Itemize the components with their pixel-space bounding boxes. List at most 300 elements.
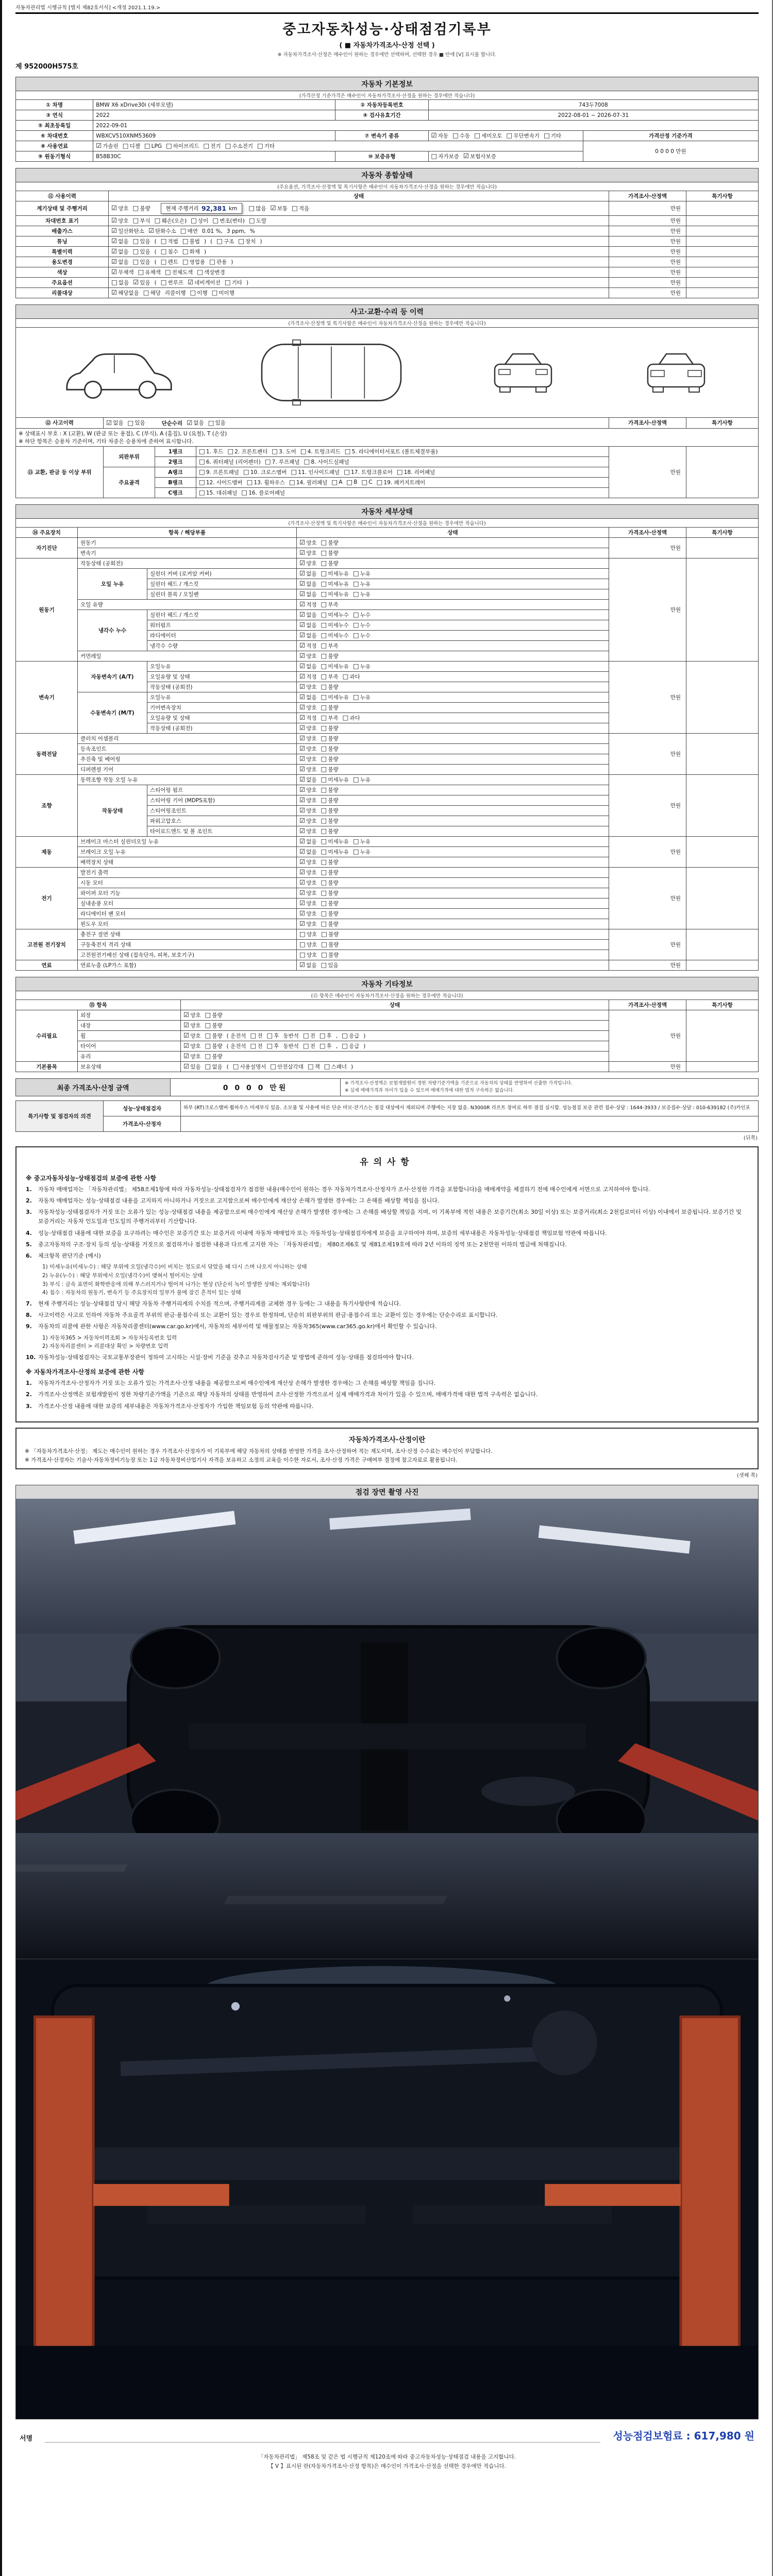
checkbox-unchecked[interactable] [321, 704, 339, 711]
checkbox-unchecked[interactable] [324, 1063, 347, 1071]
checkbox-checked[interactable] [299, 652, 317, 660]
rank-items [196, 477, 609, 487]
overall-col-note: 특기사항 [686, 191, 759, 201]
empty-box-icon: □ [160, 278, 167, 286]
checkbox-checked[interactable] [299, 539, 317, 547]
checkbox-unchecked[interactable] [133, 248, 150, 256]
checkbox-unchecked[interactable] [321, 961, 339, 969]
checkbox-checked[interactable] [299, 735, 317, 742]
checkbox-checked[interactable] [299, 611, 317, 619]
item-label: 라디에이터 팬 모터 [78, 908, 297, 919]
car-front-view-diagram [484, 342, 562, 403]
checkbox-label: 전 [257, 1043, 263, 1049]
checkbox-checked[interactable] [299, 838, 317, 845]
checkbox-unchecked[interactable] [161, 279, 183, 286]
checkbox-checked[interactable] [299, 590, 317, 598]
footer-line: 「자동차관리법」 제58조 및 같은 법 시행규칙 제120조에 따라 중고자동차성능·상태점검 내용을 고지합니다. [258, 2454, 516, 2461]
checkbox-unchecked[interactable] [270, 1063, 304, 1071]
checkbox-unchecked[interactable] [166, 142, 199, 150]
photo-1-art [16, 1499, 758, 1958]
checkbox-checked[interactable] [299, 807, 317, 815]
inline-text: ) [363, 1032, 366, 1039]
checkbox-checked[interactable] [111, 289, 139, 297]
checkbox-unchecked[interactable] [397, 468, 435, 476]
checkbox-unchecked[interactable] [205, 1032, 223, 1040]
empty-box-icon: □ [321, 940, 327, 948]
checkbox-unchecked[interactable] [182, 258, 205, 266]
checkbox-unchecked[interactable] [321, 590, 349, 598]
checkbox-checked[interactable] [111, 238, 129, 245]
checkbox-unchecked[interactable] [128, 419, 145, 427]
checkbox-unchecked[interactable] [452, 132, 470, 140]
usage-item-state [109, 226, 609, 236]
checkbox-unchecked[interactable] [321, 900, 339, 907]
checkbox-unchecked[interactable] [353, 663, 371, 670]
checkbox-checked[interactable] [299, 714, 317, 722]
checkbox-label: 없음 [113, 420, 124, 427]
checkbox-checked[interactable] [299, 724, 317, 732]
checkbox-unchecked[interactable] [321, 673, 339, 681]
checkbox-unchecked[interactable] [431, 152, 459, 160]
checked-box-icon: ☑ [299, 692, 306, 701]
empty-box-icon: □ [321, 754, 327, 762]
checkbox-unchecked[interactable] [205, 1042, 223, 1050]
checkbox-unchecked[interactable] [353, 632, 371, 639]
checkbox-label: 불량 [328, 704, 339, 711]
checkbox-unchecked[interactable] [321, 910, 339, 918]
status-options [299, 931, 343, 938]
checkbox-unchecked[interactable] [345, 448, 438, 455]
checkbox-unchecked[interactable] [249, 217, 266, 225]
checkbox-checked[interactable] [299, 961, 317, 969]
checkbox-unchecked[interactable] [321, 560, 339, 567]
checkbox-unchecked[interactable] [361, 479, 372, 486]
checkbox-unchecked[interactable] [321, 755, 339, 763]
empty-box-icon: □ [291, 467, 297, 476]
price-cell: 만원 [609, 867, 686, 929]
checkbox-checked[interactable] [299, 663, 317, 670]
checkbox-unchecked[interactable] [199, 448, 223, 455]
empty-box-icon: □ [122, 142, 129, 150]
checkbox-checked[interactable] [299, 858, 317, 866]
checkbox-unchecked[interactable] [321, 786, 339, 794]
checkbox-unchecked[interactable] [300, 448, 341, 455]
etc-item-label: 휠 [78, 1030, 181, 1041]
status-options [299, 818, 343, 824]
checkbox-checked[interactable] [183, 1042, 201, 1050]
checkbox-unchecked[interactable] [321, 941, 339, 948]
checkbox-unchecked[interactable] [321, 869, 339, 876]
checkbox-unchecked[interactable] [321, 642, 339, 650]
rank-items [196, 446, 609, 456]
checkbox-checked[interactable] [299, 570, 317, 578]
checkbox-unchecked[interactable] [321, 601, 339, 608]
checkbox-unchecked[interactable] [272, 448, 296, 455]
inline-text: ( 운전석 [226, 1032, 246, 1039]
checkbox-unchecked[interactable] [199, 458, 261, 466]
checkbox-checked[interactable] [111, 205, 129, 212]
checkbox-unchecked[interactable] [161, 238, 178, 245]
checkbox-unchecked[interactable] [303, 1042, 315, 1050]
price-definition-title: 자동차가격조사·산정이란 [348, 1435, 426, 1444]
checkbox-label: 색상변경 [204, 269, 225, 276]
checkbox-unchecked[interactable] [225, 142, 253, 150]
checkbox-checked[interactable] [148, 227, 176, 235]
checkbox-checked[interactable] [299, 786, 317, 794]
usage-item-label: 튜닝 [16, 236, 109, 247]
etc-item-state [181, 1062, 609, 1072]
checkbox-checked[interactable] [299, 621, 317, 629]
notice-item-number: 3. [26, 1402, 32, 1410]
checkbox-unchecked[interactable] [299, 930, 317, 938]
checkbox-checked[interactable] [111, 248, 129, 256]
checkbox-unchecked[interactable] [233, 1063, 266, 1071]
checkbox-label: 불량 [328, 931, 339, 938]
checkbox-unchecked[interactable] [321, 838, 349, 845]
checkbox-unchecked[interactable] [321, 570, 349, 578]
empty-box-icon: □ [166, 142, 172, 150]
checkbox-unchecked[interactable] [321, 611, 349, 619]
item-label: 워터펌프 [147, 620, 297, 630]
checkbox-checked[interactable] [463, 152, 496, 160]
checkbox-label: 양호 [306, 807, 317, 814]
checkbox-label: 해당없음 [118, 290, 139, 296]
checkbox-checked[interactable] [183, 1063, 201, 1071]
checkbox-label: 후 [326, 1032, 332, 1039]
checkbox-unchecked[interactable] [321, 663, 349, 670]
checkbox-unchecked[interactable] [227, 448, 267, 455]
checkbox-checked[interactable] [299, 549, 317, 557]
checkbox-label: 구조 [223, 239, 234, 245]
checkbox-unchecked[interactable] [205, 1022, 223, 1029]
checkbox-unchecked[interactable] [212, 289, 234, 297]
page-marker-back: (뒤쪽) [743, 1136, 758, 1141]
checkbox-checked[interactable] [431, 132, 449, 140]
checkbox-unchecked[interactable] [208, 419, 226, 427]
checkbox-unchecked[interactable] [133, 258, 150, 266]
notice-item [26, 1229, 748, 1238]
checkbox-checked[interactable] [183, 1011, 201, 1019]
checkbox-unchecked[interactable] [346, 479, 357, 486]
checkbox-unchecked[interactable] [257, 142, 275, 150]
checkbox-unchecked[interactable] [353, 590, 371, 598]
checkbox-unchecked[interactable] [199, 489, 237, 497]
checked-box-icon: ☑ [299, 569, 306, 577]
checkbox-unchecked[interactable] [321, 652, 339, 660]
checkbox-unchecked[interactable] [321, 580, 349, 588]
checkbox-unchecked[interactable] [321, 539, 339, 547]
checkbox-unchecked[interactable] [353, 580, 371, 588]
checkbox-unchecked[interactable] [344, 468, 393, 476]
note-cell [686, 733, 759, 774]
checkbox-unchecked[interactable] [209, 258, 227, 266]
note-cell [686, 867, 759, 929]
checkbox-checked[interactable] [188, 279, 221, 286]
item-state [297, 919, 609, 929]
checkbox-unchecked[interactable] [331, 479, 342, 486]
checkbox-unchecked[interactable] [321, 817, 339, 825]
checkbox-checked[interactable] [183, 1032, 201, 1040]
item-label: 오일 유량 [78, 599, 297, 609]
checkbox-unchecked[interactable] [205, 1063, 223, 1071]
checkbox-checked[interactable] [299, 776, 317, 784]
checkbox-unchecked[interactable] [205, 1011, 223, 1019]
price-cell: 만원 [609, 1062, 686, 1072]
checkbox-unchecked[interactable] [353, 776, 371, 784]
checkbox-label: 양호 [306, 921, 317, 927]
checkbox-unchecked[interactable] [292, 205, 309, 212]
checkbox-unchecked[interactable] [197, 268, 225, 276]
notice-item [26, 1240, 748, 1249]
checkbox-unchecked[interactable] [265, 458, 300, 466]
checkbox-unchecked[interactable] [507, 132, 540, 140]
checkbox-unchecked[interactable] [138, 268, 161, 276]
empty-box-icon: □ [289, 478, 295, 486]
checkbox-unchecked[interactable] [342, 1042, 359, 1050]
checkbox-unchecked[interactable] [308, 1063, 320, 1071]
checkbox-unchecked[interactable] [353, 611, 371, 619]
empty-box-icon: □ [321, 558, 327, 567]
status-options [199, 480, 429, 486]
checkbox-unchecked[interactable] [321, 766, 339, 773]
checkbox-unchecked[interactable] [321, 796, 339, 804]
checked-box-icon: ☑ [111, 227, 117, 235]
checkbox-label: 침수 [167, 249, 178, 255]
checkbox-unchecked[interactable] [247, 479, 285, 486]
checkbox-checked[interactable] [299, 580, 317, 588]
empty-box-icon: □ [321, 868, 327, 876]
checkbox-unchecked[interactable] [321, 848, 349, 856]
checkbox-unchecked[interactable] [321, 621, 349, 629]
device-group-label: 변속기 [16, 661, 78, 733]
checkbox-unchecked[interactable] [321, 879, 339, 887]
checkbox-unchecked[interactable] [321, 807, 339, 815]
checkbox-unchecked[interactable] [205, 1053, 223, 1060]
checkbox-checked[interactable] [299, 889, 317, 897]
checkbox-unchecked[interactable] [343, 673, 360, 681]
checkbox-checked[interactable] [299, 642, 317, 650]
checkbox-label: 양호 [306, 941, 317, 948]
empty-box-icon: □ [321, 744, 327, 752]
checkbox-unchecked[interactable] [321, 549, 339, 557]
status-options [299, 962, 343, 969]
checkbox-unchecked[interactable] [320, 1042, 332, 1050]
checkbox-unchecked[interactable] [321, 735, 339, 742]
checkbox-unchecked[interactable] [321, 827, 339, 835]
checkbox-unchecked[interactable] [291, 468, 340, 476]
checkbox-checked[interactable] [187, 419, 204, 427]
checkbox-checked[interactable] [299, 796, 317, 804]
checkbox-checked[interactable] [299, 766, 317, 773]
checkbox-unchecked[interactable] [133, 217, 150, 225]
usage-item-label: 주요옵션 [16, 278, 109, 288]
checkbox-checked[interactable] [299, 827, 317, 835]
checkbox-unchecked[interactable] [321, 745, 339, 753]
checkbox-unchecked[interactable] [299, 951, 317, 959]
checkbox-unchecked[interactable] [212, 217, 245, 225]
notice-item-text: 자동차 매매업자는 성능·상태점검 내용을 고지하지 아니하거나 거짓으로 고지함으로써 매수인에게 재산상 손해가 발생한 경우에는 그 손해를 배상할 책임을 집니다. [38, 1197, 440, 1205]
checkbox-unchecked[interactable] [266, 1042, 279, 1050]
signature-line[interactable] [45, 2432, 600, 2443]
empty-box-icon: □ [352, 837, 359, 845]
checkbox-checked[interactable] [111, 258, 129, 266]
item-state [297, 692, 609, 702]
checkbox-unchecked[interactable] [216, 238, 234, 245]
checkbox-checked[interactable] [299, 869, 317, 876]
checkbox-checked[interactable] [111, 227, 144, 235]
checked-box-icon: ☑ [111, 258, 117, 266]
checkbox-checked[interactable] [299, 601, 317, 608]
checkbox-checked[interactable] [299, 560, 317, 567]
checkbox-checked[interactable] [299, 745, 317, 753]
checkbox-unchecked[interactable] [266, 1032, 279, 1040]
checkbox-unchecked[interactable] [377, 479, 426, 486]
checkbox-unchecked[interactable] [165, 268, 193, 276]
checkbox-unchecked[interactable] [111, 279, 129, 286]
checkbox-checked[interactable] [299, 693, 317, 701]
item-label: 와이퍼 모터 기능 [78, 888, 297, 898]
empty-box-icon: □ [264, 457, 271, 465]
checkbox-unchecked[interactable] [544, 132, 561, 140]
checkbox-unchecked[interactable] [321, 920, 339, 928]
checkbox-unchecked[interactable] [144, 143, 162, 149]
checkbox-unchecked[interactable] [199, 479, 243, 486]
checkbox-checked[interactable] [299, 755, 317, 763]
checkbox-unchecked[interactable] [321, 693, 349, 701]
checkbox-unchecked[interactable] [321, 683, 339, 691]
checkbox-checked[interactable] [299, 920, 317, 928]
checked-box-icon: ☑ [299, 723, 306, 732]
checkbox-unchecked[interactable] [182, 238, 200, 245]
status-options [299, 591, 375, 598]
checkbox-unchecked[interactable] [321, 714, 339, 722]
checkbox-unchecked[interactable] [321, 930, 339, 938]
checkbox-checked[interactable] [299, 848, 317, 856]
checkbox-unchecked[interactable] [474, 132, 502, 140]
transmission-label: ⑦ 변속기 종류 [335, 131, 428, 141]
checkbox-unchecked[interactable] [180, 227, 198, 235]
checkbox-unchecked[interactable] [343, 714, 360, 722]
status-options [111, 259, 237, 265]
checkbox-unchecked[interactable] [143, 289, 161, 297]
checkbox-unchecked[interactable] [321, 776, 349, 784]
checkbox-label: 누유 [360, 591, 371, 598]
empty-box-icon: □ [205, 1062, 211, 1071]
overall-row [16, 201, 759, 216]
checkbox-unchecked[interactable] [225, 279, 242, 286]
checkbox-unchecked[interactable] [199, 468, 239, 476]
checkbox-unchecked[interactable] [182, 248, 200, 256]
checkbox-unchecked[interactable] [248, 205, 266, 212]
inspection-photo-1 [15, 1499, 759, 1959]
checkbox-unchecked[interactable] [123, 142, 140, 150]
item-label: 파워고압호스 [147, 816, 297, 826]
checkbox-unchecked[interactable] [133, 205, 150, 212]
checkbox-label: 자가보증 [438, 154, 459, 160]
checkbox-checked[interactable] [299, 910, 317, 918]
checkbox-unchecked[interactable] [321, 858, 339, 866]
usage-item-state [109, 247, 609, 257]
item-state [297, 950, 609, 960]
checkbox-unchecked[interactable] [133, 238, 150, 245]
checkbox-checked[interactable] [271, 205, 288, 212]
checkbox-label: 5. 라디에이터서포트 (볼트체결부품) [351, 448, 438, 455]
checkbox-label: 없음 [306, 776, 317, 783]
item-label: 작동상태 (공회전) [147, 682, 297, 692]
checkbox-unchecked[interactable] [353, 621, 371, 629]
item-label: 동력조향 작동 오일 누유 [78, 774, 297, 785]
checkbox-checked[interactable] [111, 268, 134, 276]
checkbox-label: 없음 [212, 1064, 223, 1070]
checkbox-checked[interactable] [183, 1022, 201, 1029]
checkbox-checked[interactable] [96, 142, 119, 150]
item-label: 실린더 헤드 / 개스킷 [147, 609, 297, 620]
checkbox-unchecked[interactable] [299, 941, 317, 948]
first-registration-label: ⑤ 최초등록일 [16, 121, 93, 131]
checkbox-checked[interactable] [111, 217, 129, 225]
checkbox-checked[interactable] [133, 279, 150, 286]
checkbox-checked[interactable] [106, 419, 124, 427]
checkbox-checked[interactable] [299, 683, 317, 691]
status-options [299, 808, 343, 814]
checkbox-unchecked[interactable] [289, 479, 327, 486]
checkbox-unchecked[interactable] [243, 468, 287, 476]
checkbox-checked[interactable] [183, 1053, 201, 1060]
empty-box-icon: □ [321, 826, 327, 835]
checkbox-unchecked[interactable] [353, 848, 371, 856]
checkbox-label: 가솔린 [103, 143, 119, 149]
checkbox-checked[interactable] [299, 900, 317, 907]
checkbox-label: 있음 [215, 420, 226, 427]
checkbox-unchecked[interactable] [321, 632, 349, 639]
checkbox-unchecked[interactable] [304, 458, 349, 466]
checkbox-unchecked[interactable] [161, 248, 178, 256]
checkbox-unchecked[interactable] [250, 1042, 263, 1050]
checkbox-unchecked[interactable] [353, 838, 371, 845]
checkbox-unchecked[interactable] [303, 1032, 315, 1040]
checkbox-unchecked[interactable] [191, 217, 208, 225]
checkbox-checked[interactable] [299, 817, 317, 825]
checkbox-unchecked[interactable] [321, 951, 339, 959]
checkbox-unchecked[interactable] [241, 489, 285, 497]
checkbox-unchecked[interactable] [321, 889, 339, 897]
checkbox-unchecked[interactable] [190, 289, 207, 297]
checkbox-label: 불량 [212, 1043, 223, 1049]
accident-history-state [104, 418, 609, 428]
warranty-type-label: ⑩ 보증유형 [335, 151, 428, 162]
checkbox-checked[interactable] [299, 673, 317, 681]
checked-box-icon: ☑ [299, 795, 306, 804]
checkbox-unchecked[interactable] [250, 1032, 263, 1040]
checkbox-checked[interactable] [299, 704, 317, 711]
empty-box-icon: □ [132, 258, 139, 266]
checkbox-unchecked[interactable] [342, 1032, 359, 1040]
empty-box-icon: □ [331, 478, 338, 486]
overall-row [16, 216, 759, 226]
checkbox-checked[interactable] [299, 632, 317, 639]
checkbox-label: 적정 [306, 601, 317, 608]
lift-post-left [35, 2016, 94, 2387]
checkbox-unchecked[interactable] [155, 217, 187, 225]
checkbox-unchecked[interactable] [320, 1032, 332, 1040]
checkbox-checked[interactable] [299, 879, 317, 887]
checkbox-unchecked[interactable] [353, 693, 371, 701]
checkbox-unchecked[interactable] [204, 142, 221, 150]
checkbox-unchecked[interactable] [238, 238, 256, 245]
checkbox-unchecked[interactable] [321, 724, 339, 732]
checkbox-unchecked[interactable] [353, 570, 371, 578]
checkbox-unchecked[interactable] [161, 258, 178, 266]
